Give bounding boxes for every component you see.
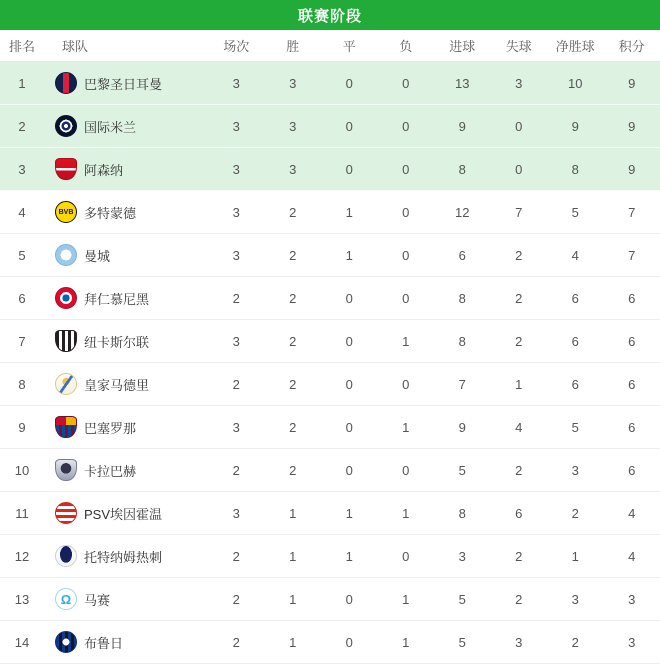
goal-diff-cell: 9 (571, 118, 579, 134)
points-cell: 3 (628, 591, 636, 607)
goal-diff-cell: 2 (571, 634, 579, 650)
played-cell: 3 (232, 118, 240, 134)
barcelona-crest (55, 416, 77, 438)
club-brugge-crest (55, 631, 77, 653)
points-cell: 6 (628, 333, 636, 349)
team-cell[interactable] (44, 330, 208, 352)
played-cell: 3 (232, 204, 240, 220)
man-city-crest (55, 244, 77, 266)
rank-cell: 1 (18, 75, 26, 91)
team-cell[interactable] (44, 631, 208, 653)
rank-cell: 11 (15, 505, 29, 521)
team-name: 巴塞罗那 (84, 420, 137, 436)
table-row[interactable] (0, 105, 660, 148)
tottenham-crest (55, 545, 77, 567)
played-cell: 2 (232, 591, 240, 607)
table-row[interactable] (0, 363, 660, 406)
col-header-points: 积分 (618, 39, 645, 54)
team-cell[interactable] (44, 244, 208, 266)
points-cell: 7 (628, 247, 636, 263)
goals-against-cell: 2 (515, 591, 523, 607)
goals-against-cell: 3 (515, 634, 523, 650)
col-header-played: 场次 (223, 39, 250, 54)
played-cell: 3 (232, 161, 240, 177)
wins-cell: 3 (289, 118, 297, 134)
rank-cell: 7 (18, 333, 26, 349)
rank-cell: 8 (18, 376, 26, 392)
played-cell: 2 (232, 462, 240, 478)
goal-diff-cell: 10 (568, 75, 583, 91)
rank-cell: 6 (18, 290, 26, 306)
goals-against-cell: 2 (515, 247, 523, 263)
wins-cell: 2 (289, 333, 297, 349)
goals-against-cell: 0 (515, 118, 523, 134)
goal-diff-cell: 1 (571, 548, 579, 564)
table-row[interactable] (0, 320, 660, 363)
table-row[interactable] (0, 277, 660, 320)
draws-cell: 0 (345, 118, 353, 134)
team-name: 托特纳姆热刺 (84, 549, 163, 565)
table-header-row (0, 30, 660, 62)
marseille-crest: Ω (55, 588, 77, 610)
qarabag-crest (55, 459, 77, 481)
rank-cell: 12 (14, 548, 30, 564)
team-cell[interactable] (44, 459, 208, 481)
goals-for-cell: 8 (458, 290, 466, 306)
losses-cell: 0 (402, 290, 410, 306)
table-row[interactable] (0, 535, 660, 578)
table-row[interactable] (0, 492, 660, 535)
losses-cell: 0 (402, 204, 410, 220)
points-cell: 6 (628, 462, 636, 478)
goal-diff-cell: 6 (571, 333, 579, 349)
wins-cell: 2 (289, 247, 297, 263)
played-cell: 3 (232, 419, 240, 435)
goals-for-cell: 9 (458, 118, 466, 134)
points-cell: 4 (628, 548, 636, 564)
wins-cell: 1 (289, 548, 297, 564)
wins-cell: 2 (289, 290, 297, 306)
rank-cell: 3 (18, 161, 26, 177)
draws-cell: 1 (345, 548, 353, 564)
table-row[interactable] (0, 406, 660, 449)
points-cell: 6 (628, 376, 636, 392)
played-cell: 3 (232, 247, 240, 263)
wins-cell: 2 (289, 462, 297, 478)
wins-cell: 2 (289, 204, 297, 220)
team-cell[interactable] (44, 158, 208, 180)
table-row[interactable] (0, 234, 660, 277)
goal-diff-cell: 6 (571, 290, 579, 306)
table-row[interactable] (0, 191, 660, 234)
played-cell: 2 (232, 548, 240, 564)
points-cell: 9 (628, 118, 636, 134)
team-cell[interactable] (44, 373, 208, 395)
header-bar (0, 0, 660, 30)
goal-diff-cell: 5 (571, 204, 579, 220)
draws-cell: 0 (345, 161, 353, 177)
col-header-goals-against: 失球 (505, 39, 532, 54)
losses-cell: 1 (402, 505, 410, 521)
losses-cell: 1 (402, 591, 410, 607)
losses-cell: 0 (402, 75, 410, 91)
team-name: 皇家马德里 (84, 377, 150, 393)
team-name: 拜仁慕尼黑 (84, 291, 150, 307)
wins-cell: 1 (289, 505, 297, 521)
goals-for-cell: 3 (458, 548, 466, 564)
goals-for-cell: 5 (458, 634, 466, 650)
team-name: 布鲁日 (84, 635, 124, 651)
wins-cell: 1 (289, 634, 297, 650)
draws-cell: 1 (345, 247, 353, 263)
page-title: 联赛阶段 (297, 7, 362, 25)
col-header-goal-diff: 净胜球 (555, 39, 595, 54)
col-header-wins: 胜 (286, 39, 300, 54)
goals-against-cell: 7 (515, 204, 523, 220)
losses-cell: 1 (402, 333, 410, 349)
table-row[interactable] (0, 578, 660, 621)
goals-for-cell: 8 (458, 505, 466, 521)
draws-cell: 0 (345, 419, 353, 435)
table-row[interactable] (0, 621, 660, 664)
goal-diff-cell: 3 (571, 462, 579, 478)
col-header-rank: 排名 (8, 39, 35, 54)
goal-diff-cell: 5 (571, 419, 579, 435)
psv-crest (55, 502, 77, 524)
col-header-losses: 负 (399, 39, 413, 54)
table-row[interactable] (0, 449, 660, 492)
team-cell[interactable] (44, 201, 208, 223)
team-cell[interactable] (44, 72, 208, 94)
wins-cell: 2 (289, 419, 297, 435)
dortmund-crest: BVB (55, 201, 77, 223)
team-name: 国际米兰 (84, 119, 137, 135)
table-row[interactable] (0, 148, 660, 191)
rank-cell: 2 (18, 118, 26, 134)
goals-for-cell: 6 (458, 247, 466, 263)
inter-crest (55, 115, 77, 137)
real-madrid-crest (55, 373, 77, 395)
draws-cell: 0 (345, 591, 353, 607)
team-name: 多特蒙德 (84, 205, 137, 221)
wins-cell: 2 (289, 376, 297, 392)
played-cell: 3 (232, 505, 240, 521)
losses-cell: 1 (402, 419, 410, 435)
team-name: 纽卡斯尔联 (84, 334, 150, 350)
draws-cell: 0 (345, 376, 353, 392)
rank-cell: 5 (18, 247, 26, 263)
points-cell: 7 (628, 204, 636, 220)
bayern-crest (55, 287, 77, 309)
goals-for-cell: 12 (455, 204, 470, 220)
goals-for-cell: 5 (458, 462, 466, 478)
points-cell: 9 (628, 161, 636, 177)
goals-against-cell: 6 (515, 505, 523, 521)
losses-cell: 0 (402, 161, 410, 177)
losses-cell: 0 (402, 376, 410, 392)
points-cell: 9 (628, 75, 636, 91)
table-row[interactable] (0, 62, 660, 105)
goals-against-cell: 2 (515, 290, 523, 306)
played-cell: 2 (232, 376, 240, 392)
team-cell[interactable] (44, 502, 208, 524)
rank-cell: 14 (14, 634, 30, 650)
team-name: 马赛 (84, 592, 111, 608)
played-cell: 3 (232, 75, 240, 91)
col-header-team: 球队 (62, 39, 89, 54)
draws-cell: 0 (345, 75, 353, 91)
losses-cell: 0 (402, 118, 410, 134)
rank-cell: 10 (14, 462, 30, 478)
goals-for-cell: 5 (458, 591, 466, 607)
losses-cell: 0 (402, 462, 410, 478)
draws-cell: 0 (345, 333, 353, 349)
team-name: 阿森纳 (84, 162, 124, 178)
rank-cell: 4 (18, 204, 26, 220)
team-cell[interactable] (44, 545, 208, 567)
draws-cell: 0 (345, 290, 353, 306)
table-body (0, 62, 660, 664)
goal-diff-cell: 8 (571, 161, 579, 177)
goals-against-cell: 2 (515, 462, 523, 478)
losses-cell: 0 (402, 548, 410, 564)
team-cell[interactable] (44, 287, 208, 309)
goal-diff-cell: 4 (571, 247, 579, 263)
draws-cell: 1 (345, 505, 353, 521)
played-cell: 2 (232, 634, 240, 650)
wins-cell: 3 (289, 75, 297, 91)
draws-cell: 1 (345, 204, 353, 220)
wins-cell: 1 (289, 591, 297, 607)
losses-cell: 0 (402, 247, 410, 263)
goals-for-cell: 8 (458, 333, 466, 349)
goals-for-cell: 8 (458, 161, 466, 177)
goals-against-cell: 3 (515, 75, 523, 91)
points-cell: 6 (628, 419, 636, 435)
team-name: 曼城 (84, 248, 111, 264)
col-header-draws: 平 (342, 39, 356, 54)
team-cell[interactable] (44, 416, 208, 438)
goal-diff-cell: 6 (571, 376, 579, 392)
goals-against-cell: 2 (515, 548, 523, 564)
points-cell: 4 (628, 505, 636, 521)
rank-cell: 9 (18, 419, 26, 435)
goals-for-cell: 13 (455, 75, 470, 91)
points-cell: 6 (628, 290, 636, 306)
newcastle-crest (55, 330, 77, 352)
goal-diff-cell: 3 (571, 591, 579, 607)
team-name: 巴黎圣日耳曼 (84, 76, 163, 92)
col-header-goals-for: 进球 (449, 39, 476, 54)
arsenal-crest (55, 158, 77, 180)
goals-against-cell: 2 (515, 333, 523, 349)
goals-for-cell: 9 (458, 419, 466, 435)
played-cell: 3 (232, 333, 240, 349)
team-name: 卡拉巴赫 (84, 463, 137, 479)
played-cell: 2 (232, 290, 240, 306)
goals-against-cell: 4 (515, 419, 523, 435)
losses-cell: 1 (402, 634, 410, 650)
draws-cell: 0 (345, 634, 353, 650)
goals-for-cell: 7 (458, 376, 466, 392)
rank-cell: 13 (14, 591, 30, 607)
team-cell[interactable] (44, 115, 208, 137)
goals-against-cell: 1 (515, 376, 523, 392)
draws-cell: 0 (345, 462, 353, 478)
team-cell[interactable] (44, 588, 208, 610)
goals-against-cell: 0 (515, 161, 523, 177)
team-name: PSV埃因霍温 (84, 506, 163, 522)
wins-cell: 3 (289, 161, 297, 177)
psg-crest (55, 72, 77, 94)
goal-diff-cell: 2 (571, 505, 579, 521)
points-cell: 3 (628, 634, 636, 650)
